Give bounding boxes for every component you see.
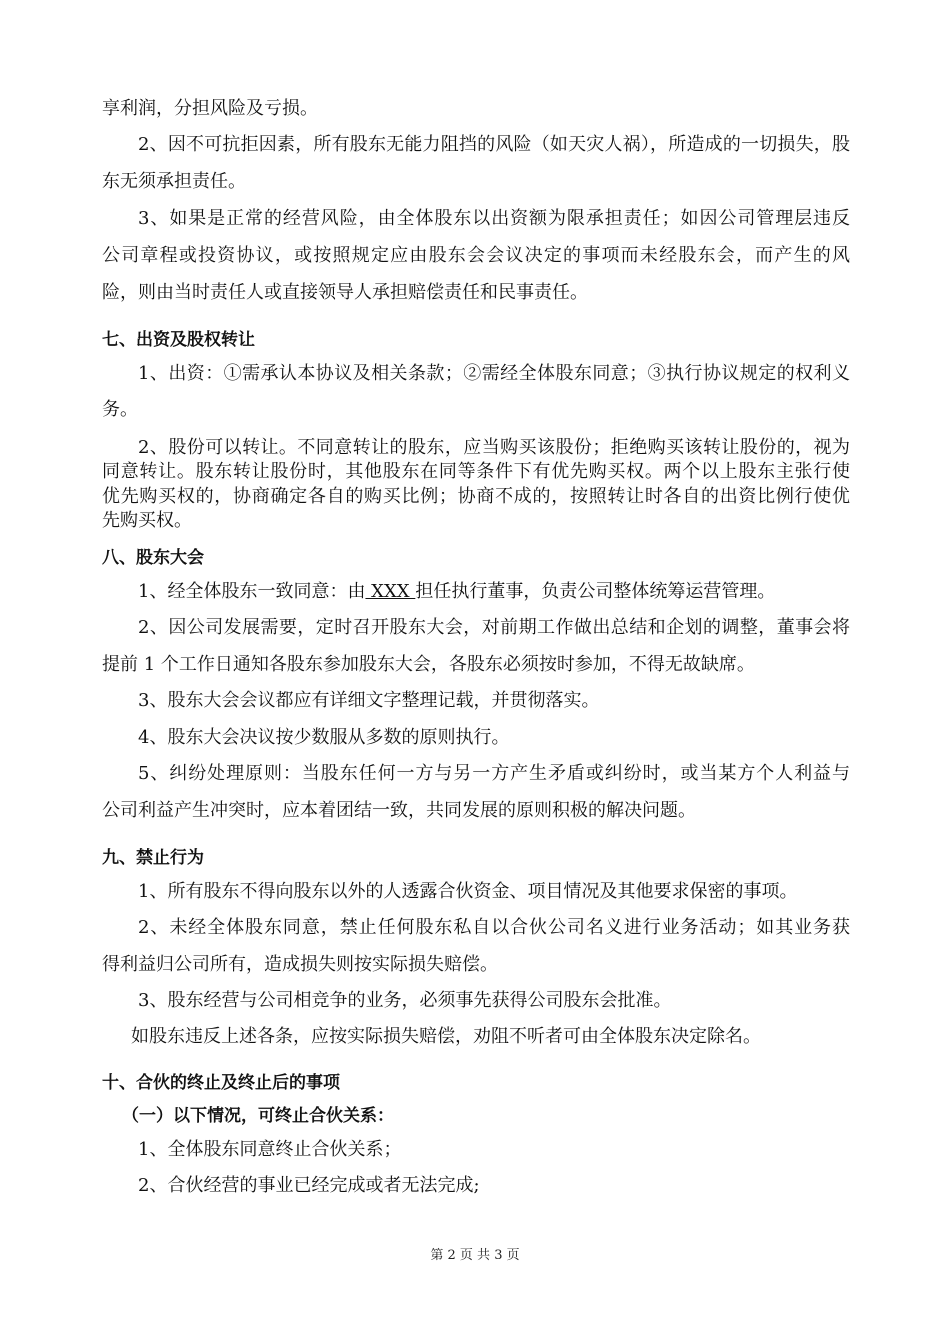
director-name: XXX <box>365 581 416 602</box>
paragraph-line: 险，则由当时责任人或直接领导人承担赔偿责任和民事责任。 <box>102 282 588 303</box>
paragraph-line: 公司利益产生冲突时，应本着团结一致，共同发展的原则积极的解决问题。 <box>102 800 696 821</box>
paragraph-text: 担任执行董事，负责公司整体统筹运营管理。 <box>415 581 776 602</box>
paragraph-line: 先购买权。 <box>102 510 192 531</box>
paragraph-line <box>138 580 850 604</box>
section-heading: 八、股东大会 <box>102 548 204 568</box>
paragraph-line: 提前 1 个工作日通知各股东参加股东大会，各股东必须按时参加，不得无故缺席。 <box>102 654 755 675</box>
paragraph-line: 3、股东大会会议都应有详细文字整理记载，并贯彻落实。 <box>138 690 600 711</box>
paragraph-line: 东无须承担责任。 <box>102 171 246 192</box>
paragraph-line: 4、股东大会决议按少数服从多数的原则执行。 <box>138 727 510 748</box>
paragraph-text: 1、经全体股东一致同意：由 <box>138 581 366 602</box>
paragraph-line: 2、合伙经营的事业已经完成或者无法完成; <box>138 1175 480 1196</box>
section-heading: 九、禁止行为 <box>102 848 204 868</box>
paragraph-line: 5、纠纷处理原则：当股东任何一方与另一方产生矛盾或纠纷时，或当某方个人利益与 <box>138 763 850 784</box>
paragraph-line: 1、出资：①需承认本协议及相关条款；②需经全体股东同意；③执行协议规定的权利义 <box>138 363 850 384</box>
section-heading: 七、出资及股权转让 <box>102 330 255 350</box>
paragraph-line: 3、如果是正常的经营风险，由全体股东以出资额为限承担责任；如因公司管理层违反 <box>138 208 850 229</box>
page-number-footer: 第 2 页 共 3 页 <box>430 1248 520 1263</box>
paragraph-line: 3、股东经营与公司相竞争的业务，必须事先获得公司股东会批准。 <box>138 990 672 1011</box>
paragraph-line: 2、股份可以转让。不同意转让的股东，应当购买该股份；拒绝购买该转让股份的，视为 <box>138 437 850 458</box>
paragraph-line: 2、因公司发展需要，定时召开股东大会，对前期工作做出总结和企划的调整，董事会将 <box>138 617 850 638</box>
paragraph-line: 优先购买权的，协商确定各自的购买比例；协商不成的，按照转让时各自的出资比例行使优 <box>102 486 850 507</box>
paragraph-line: 务。 <box>102 399 138 420</box>
paragraph-line: 得利益归公司所有，造成损失则按实际损失赔偿。 <box>102 954 498 975</box>
subsection-heading: （一）以下情况，可终止合伙关系： <box>122 1106 394 1126</box>
paragraph-line: 享利润，分担风险及亏损。 <box>102 98 318 119</box>
paragraph-line: 公司章程或投资协议，或按照规定应由股东会会议决定的事项而未经股东会，而产生的风 <box>102 245 850 266</box>
paragraph-line: 1、全体股东同意终止合伙关系； <box>138 1139 402 1160</box>
section-heading: 十、合伙的终止及终止后的事项 <box>102 1073 340 1093</box>
paragraph-line: 2、因不可抗拒因素，所有股东无能力阻挡的风险（如天灾人祸），所造成的一切损失，股 <box>138 134 850 155</box>
paragraph-line: 2、未经全体股东同意，禁止任何股东私自以合伙公司名义进行业务活动；如其业务获 <box>138 917 850 938</box>
paragraph-line: 1、所有股东不得向股东以外的人透露合伙资金、项目情况及其他要求保密的事项。 <box>138 881 798 902</box>
paragraph-line: 同意转让。股东转让股份时，其他股东在同等条件下有优先购买权。两个以上股东主张行使 <box>102 461 850 482</box>
paragraph-line: 如股东违反上述各条，应按实际损失赔偿，劝阻不听者可由全体股东决定除名。 <box>131 1026 761 1047</box>
